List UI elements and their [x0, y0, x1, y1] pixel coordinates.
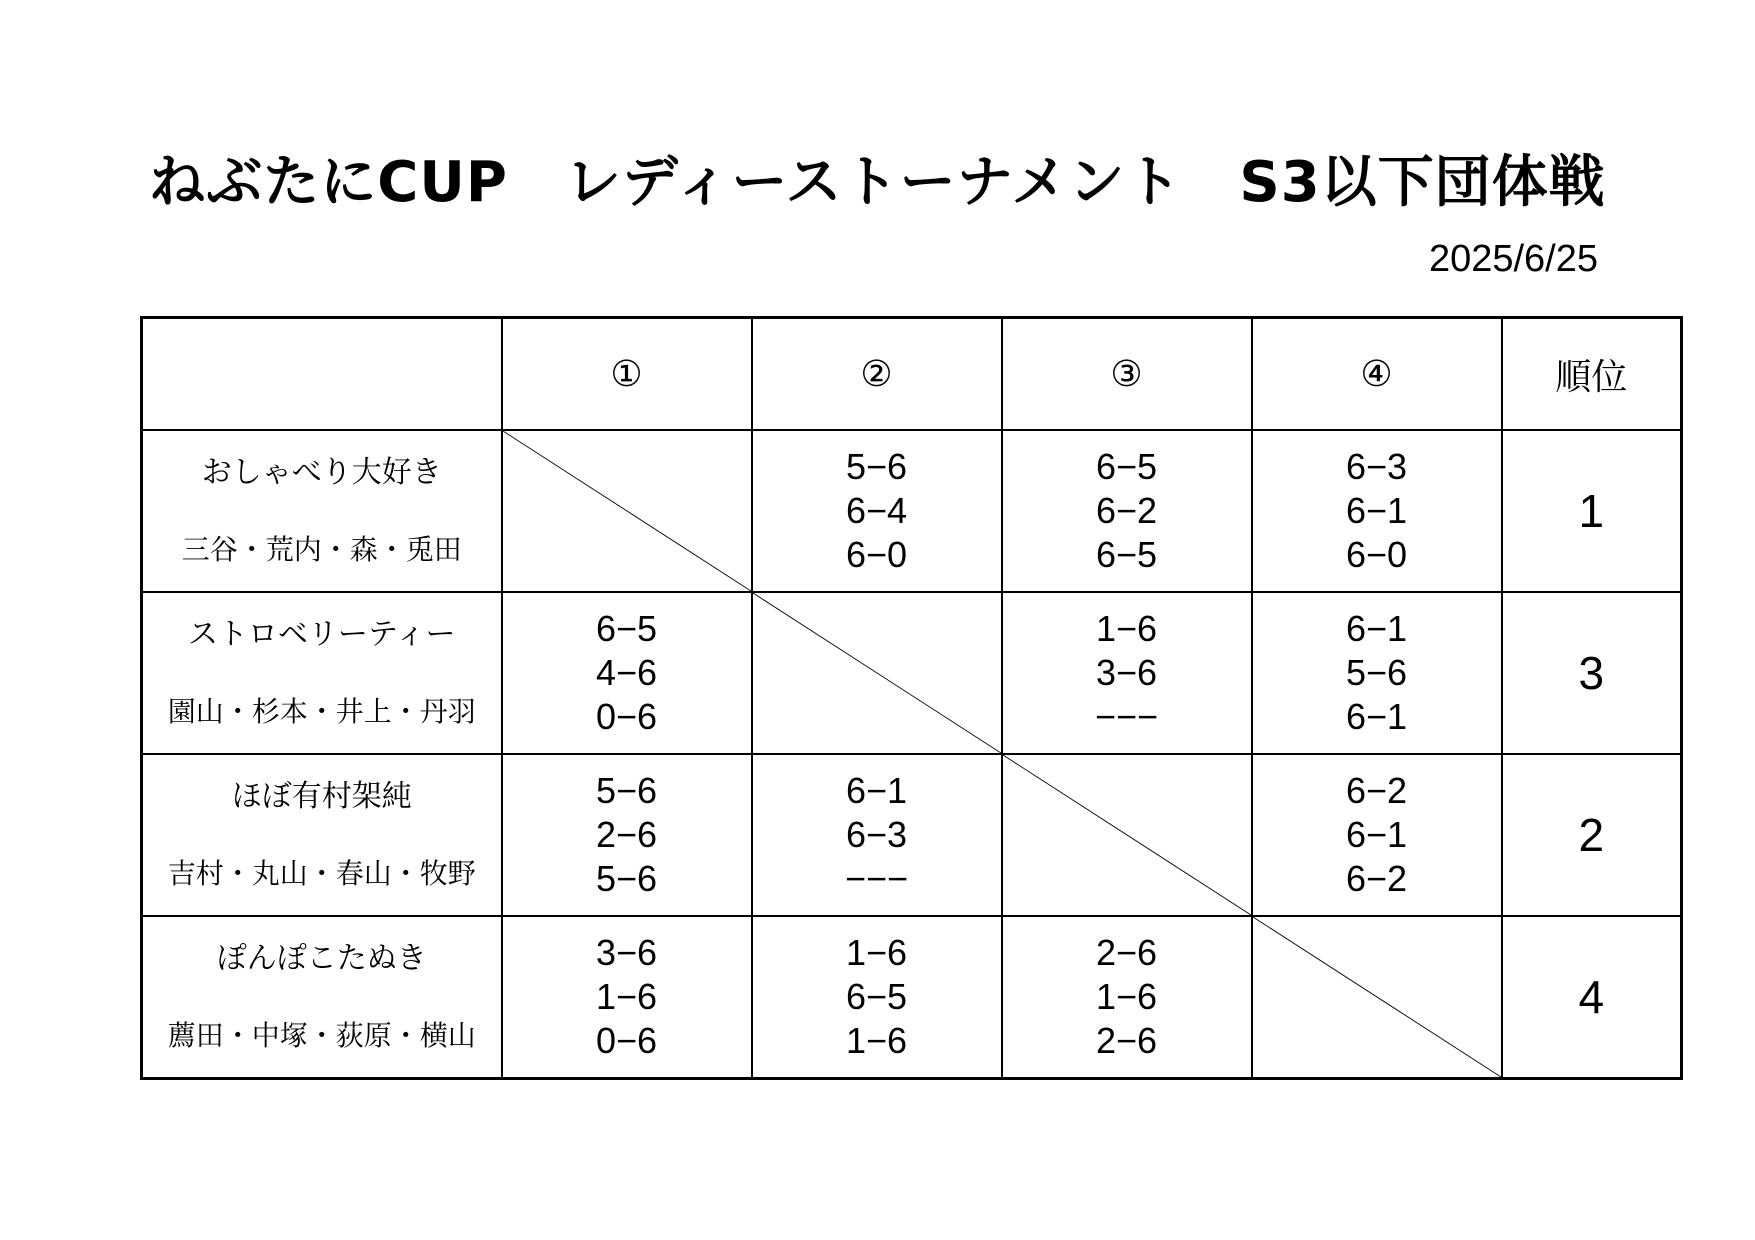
- set-score: 2−6: [1095, 1020, 1158, 1061]
- page-title: ねぶたにCUP レディーストーナメント S3以下団体戦: [149, 150, 1606, 215]
- set-score: −−−: [1094, 696, 1159, 737]
- rank-cell: 3: [1502, 592, 1682, 754]
- score-cell: [1252, 592, 1502, 754]
- team-members: 園山・杉本・井上・丹羽: [167, 695, 476, 729]
- set-score: 1−6: [1095, 608, 1158, 649]
- set-score: −−−: [844, 858, 909, 899]
- set-score: 6−1: [1345, 608, 1408, 649]
- header-row: [142, 318, 1682, 431]
- diagonal-line: [1253, 917, 1501, 1077]
- rank-cell: 4: [1502, 916, 1682, 1079]
- set-score: 6−4: [845, 490, 908, 531]
- score-cell: [1252, 430, 1502, 592]
- team-row: [142, 916, 1682, 1079]
- score-cell: [1002, 916, 1252, 1079]
- team-members: 薦田・中塚・荻原・横山: [167, 1019, 476, 1053]
- team-cell: [142, 916, 502, 1079]
- rank-cell: 1: [1502, 430, 1682, 592]
- score-cell: [752, 430, 1002, 592]
- results-table: [140, 316, 1683, 1080]
- event-date: 2025/6/25: [1428, 238, 1598, 280]
- set-score: 6−5: [1095, 446, 1158, 487]
- score-cell: [752, 916, 1002, 1079]
- set-score: 3−6: [1095, 652, 1158, 693]
- set-score: 6−2: [1345, 858, 1408, 899]
- score-cell: [1002, 592, 1252, 754]
- set-score: 6−5: [595, 608, 658, 649]
- team-row: [142, 754, 1682, 916]
- team-members: 三谷・荒内・森・兎田: [181, 533, 462, 567]
- diagonal-line: [503, 431, 751, 591]
- team-row: [142, 592, 1682, 754]
- set-score: 6−1: [1345, 490, 1408, 531]
- header-col-3: ③: [1002, 318, 1252, 431]
- self-match-cell: [752, 592, 1002, 754]
- self-match-cell: [1002, 754, 1252, 916]
- set-score: 1−6: [845, 1020, 908, 1061]
- set-score: 5−6: [595, 770, 658, 811]
- set-score: 1−6: [845, 932, 908, 973]
- team-name: ほぼ有村架純: [231, 779, 412, 815]
- set-score: 6−0: [1345, 534, 1408, 575]
- set-score: 6−1: [1345, 696, 1408, 737]
- set-score: 6−5: [1095, 534, 1158, 575]
- set-score: 4−6: [595, 652, 658, 693]
- header-col-1: ①: [502, 318, 752, 431]
- team-row: [142, 430, 1682, 592]
- score-cell: [502, 592, 752, 754]
- set-score: 1−6: [595, 976, 658, 1017]
- team-name: おしゃべり大好き: [201, 455, 442, 491]
- set-score: 6−3: [845, 814, 908, 855]
- score-cell: [1002, 430, 1252, 592]
- set-score: 6−0: [845, 534, 908, 575]
- self-match-cell: [1252, 916, 1502, 1079]
- self-match-cell: [502, 430, 752, 592]
- set-score: 6−5: [845, 976, 908, 1017]
- score-cell: [502, 754, 752, 916]
- set-score: 6−2: [1345, 770, 1408, 811]
- diagonal-line: [753, 593, 1001, 753]
- set-score: 0−6: [595, 1020, 658, 1061]
- header-col-4: ④: [1252, 318, 1502, 431]
- set-score: 0−6: [595, 696, 658, 737]
- score-cell: [502, 916, 752, 1079]
- team-name: ぽんぽこたぬき: [216, 941, 427, 977]
- header-col-2: ②: [752, 318, 1002, 431]
- team-members: 吉村・丸山・春山・牧野: [167, 857, 476, 891]
- score-cell: [752, 754, 1002, 916]
- set-score: 6−3: [1345, 446, 1408, 487]
- team-cell: [142, 592, 502, 754]
- rank-cell: 2: [1502, 754, 1682, 916]
- team-cell: [142, 430, 502, 592]
- set-score: 6−2: [1095, 490, 1158, 531]
- diagonal-line: [1003, 755, 1251, 915]
- set-score: 1−6: [1095, 976, 1158, 1017]
- set-score: 6−1: [845, 770, 908, 811]
- header-rank: 順位: [1502, 318, 1682, 431]
- set-score: 2−6: [1095, 932, 1158, 973]
- score-cell: [1252, 754, 1502, 916]
- team-cell: [142, 754, 502, 916]
- set-score: 2−6: [595, 814, 658, 855]
- set-score: 5−6: [1345, 652, 1408, 693]
- set-score: 3−6: [595, 932, 658, 973]
- header-blank-cell: [142, 318, 502, 431]
- set-score: 5−6: [595, 858, 658, 899]
- set-score: 5−6: [845, 446, 908, 487]
- team-name: ストロベリーティー: [187, 617, 456, 653]
- set-score: 6−1: [1345, 814, 1408, 855]
